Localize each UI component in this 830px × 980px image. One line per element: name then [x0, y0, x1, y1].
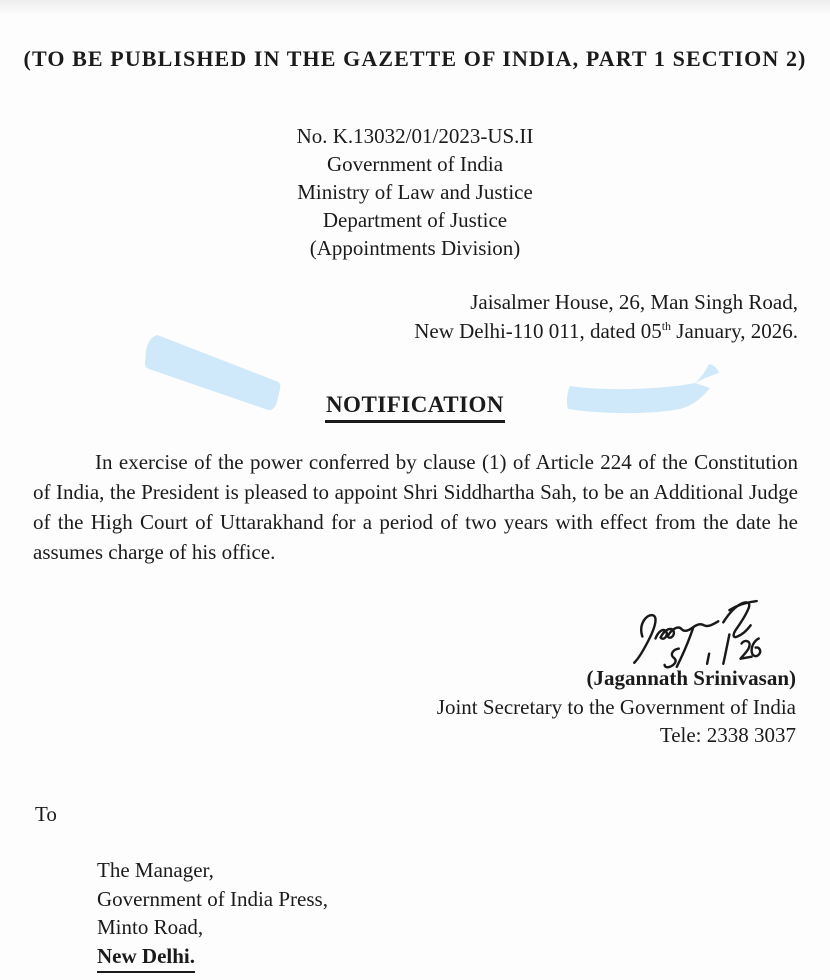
recipient-line-press: Government of India Press, [97, 886, 328, 911]
signatory-designation: Joint Secretary to the Government of India [436, 694, 796, 719]
notification-body-paragraph: In exercise of the power conferred by clause (1) of Article 224 of the Constitution of India, the President is pleased to appoint Shri Siddhartha Sah, to be an Additional Judge of the High Court of Uttarakhand for a period of two years with effect from the date he assumes charge of his office. [33, 450, 798, 564]
recipient-line-city [97, 942, 328, 974]
handwritten-signature-icon [622, 596, 774, 682]
signatory-telephone: Tele: 2338 3037 [659, 723, 796, 747]
office-address-line2-tail: January, 2026. [671, 319, 798, 343]
signatory-name: (Jagannath Srinivasan) [586, 666, 796, 690]
notification-heading-text: NOTIFICATION [325, 392, 505, 423]
letterhead-line-department: Department of Justice [322, 208, 508, 232]
office-address-block [414, 288, 798, 346]
letterhead-line-government: Government of India [326, 152, 504, 176]
recipient-address-block [97, 856, 328, 973]
recipient-salutation: To [35, 802, 57, 826]
recipient-city-underlined: New Delhi. [97, 942, 195, 974]
letterhead-line-division: (Appointments Division) [309, 236, 521, 260]
letterhead-line-ministry: Ministry of Law and Justice [297, 180, 533, 204]
recipient-line-road: Minto Road, [97, 915, 204, 939]
gazette-publication-header: (TO BE PUBLISHED IN THE GAZETTE OF INDIA, PART 1 SECTION 2) [23, 46, 807, 71]
letterhead-block [0, 122, 830, 262]
reference-number: No. K.13032/01/2023-US.II [296, 124, 534, 148]
office-address-line2-text: New Delhi-110 011, dated 05 [414, 319, 662, 343]
office-address-line2 [414, 317, 798, 346]
notification-heading [0, 392, 830, 423]
recipient-line-manager: The Manager, [97, 858, 214, 882]
date-ordinal-superscript: th [661, 319, 672, 333]
office-address-line1: Jaisalmer House, 26, Man Singh Road, [470, 290, 798, 314]
